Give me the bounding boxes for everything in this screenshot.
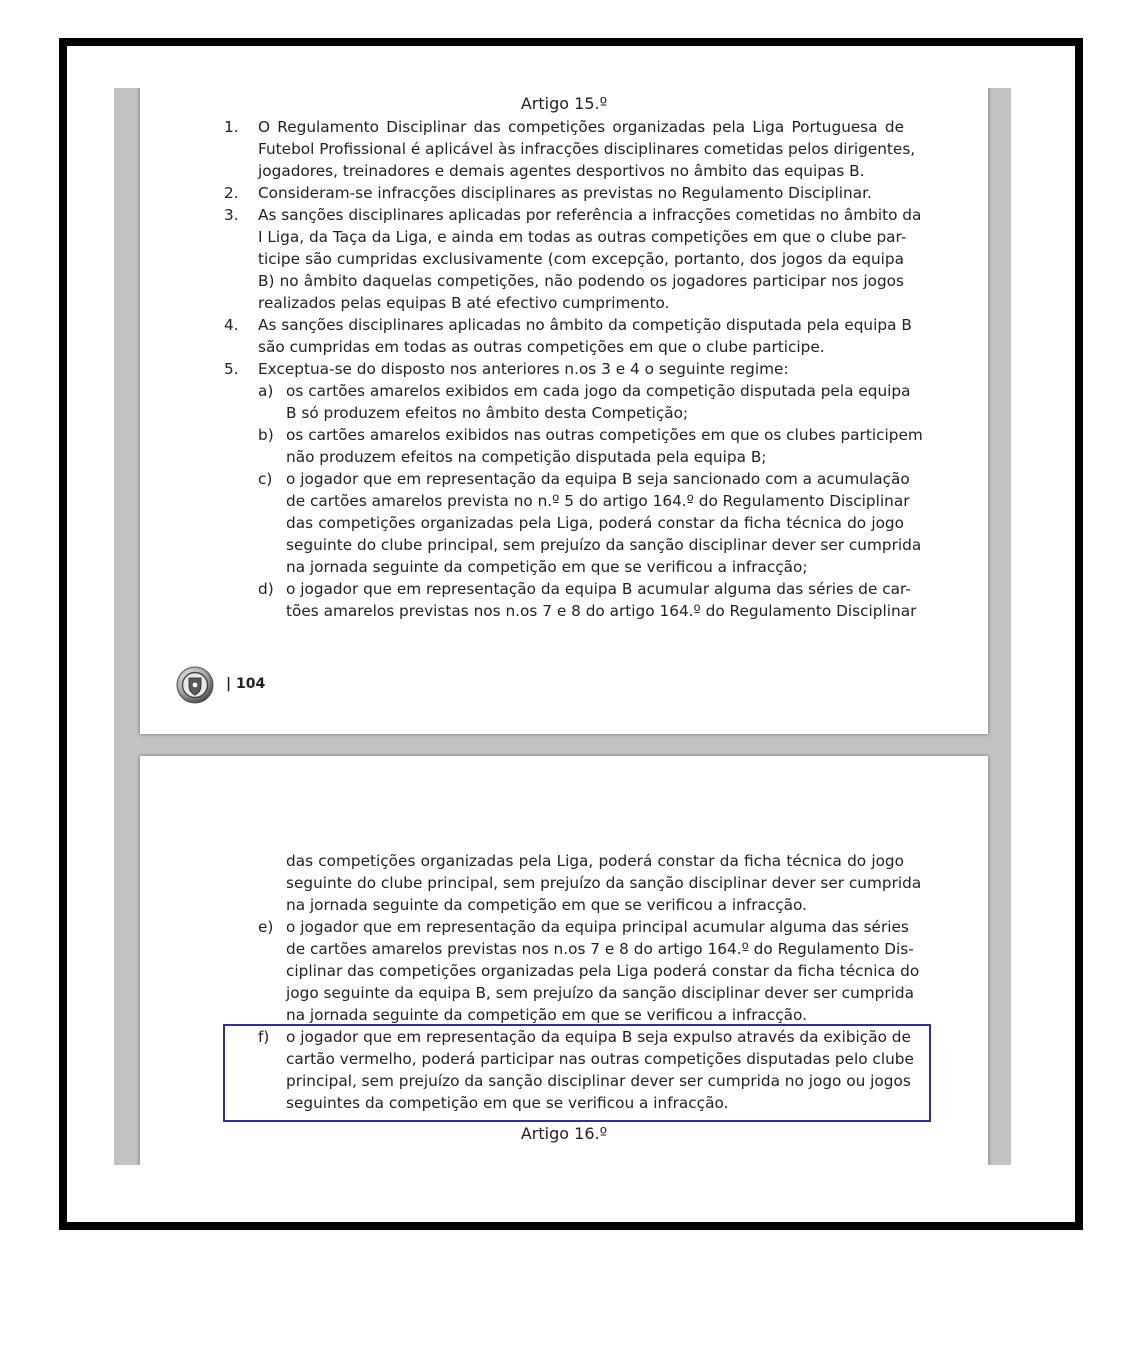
item-2-marker: 2.	[224, 184, 239, 202]
subitem-c-line: de cartões amarelos prevista no n.º 5 do artigo 164.º do Regulamento Disciplinar	[286, 492, 910, 510]
continuation-line: das competições organizadas pela Liga, poderá constar da ficha técnica do jogo	[286, 852, 904, 870]
item-3-line: As sanções disciplinares aplicadas por referência a infracções cometidas no âmbito da	[258, 206, 922, 224]
subitem-c-line: o jogador que em representação da equipa B seja sancionado com a acumulação	[286, 470, 910, 488]
article-16-title: Artigo 16.º	[520, 1124, 608, 1143]
subitem-c-line: seguinte do clube principal, sem prejuízo da sanção disciplinar dever ser cumprida	[286, 536, 922, 554]
item-3-line: I Liga, da Taça da Liga, e ainda em todas as outras competições em que o clube par-	[258, 228, 907, 246]
highlight-box-subitem-f	[223, 1024, 931, 1122]
item-1-marker: 1.	[224, 118, 239, 136]
document-viewer[interactable]	[114, 88, 1011, 1165]
continuation-line: seguinte do clube principal, sem prejuízo da sanção disciplinar dever ser cumprida	[286, 874, 922, 892]
subitem-a-line: B só produzem efeitos no âmbito desta Competição;	[286, 404, 689, 422]
subitem-f-line: cartão vermelho, poderá participar nas outras competições disputadas pelo clube	[286, 1050, 914, 1068]
item-4-line: As sanções disciplinares aplicadas no âmbito da competição disputada pela equipa B	[258, 316, 912, 334]
item-4-line: são cumpridas em todas as outras competições em que o clube participe.	[258, 338, 825, 356]
article-15-title: Artigo 15.º	[520, 94, 608, 113]
subitem-e-line: de cartões amarelos previstas nos n.os 7 e 8 do artigo 164.º do Regulamento Dis-	[286, 940, 914, 958]
subitem-f-line: seguintes da competição em que se verificou a infracção.	[286, 1094, 729, 1112]
item-3-line: realizados pelas equipas B até efectivo cumprimento.	[258, 294, 670, 312]
subitem-b-line: os cartões amarelos exibidos nas outras competições em que os clubes participem	[286, 426, 923, 444]
subitem-a-line: os cartões amarelos exibidos em cada jogo da competição disputada pela equipa	[286, 382, 911, 400]
item-5-marker: 5.	[224, 360, 239, 378]
subitem-d-marker: d)	[258, 580, 274, 598]
item-5-line: Exceptua-se do disposto nos anteriores n.os 3 e 4 o seguinte regime:	[258, 360, 789, 378]
subitem-f-line: principal, sem prejuízo da sanção disciplinar dever ser cumprida no jogo ou jogos	[286, 1072, 911, 1090]
subitem-d-line: o jogador que em representação da equipa B acumular alguma das séries de car-	[286, 580, 911, 598]
subitem-e-line: jogo seguinte da equipa B, sem prejuízo da sanção disciplinar dever ser cumprida	[286, 984, 915, 1002]
item-3-line: B) no âmbito daquelas competições, não podendo os jogadores participar nos jogos	[258, 272, 904, 290]
page-number: | 104	[226, 676, 266, 692]
item-1-line: Futebol Profissional é aplicável às infracções disciplinares cometidas pelos dirigentes,	[258, 140, 916, 158]
subitem-f-line: o jogador que em representação da equipa B seja expulso através da exibição de	[286, 1028, 911, 1046]
item-3-marker: 3.	[224, 206, 239, 224]
subitem-c-marker: c)	[258, 470, 273, 488]
subitem-d-line: tões amarelos previstas nos n.os 7 e 8 do artigo 164.º do Regulamento Disciplinar	[286, 602, 917, 620]
item-1-line: jogadores, treinadores e demais agentes desportivos no âmbito das equipas B.	[258, 162, 865, 180]
subitem-f-marker: f)	[258, 1028, 270, 1046]
subitem-e-marker: e)	[258, 918, 274, 936]
continuation-line: na jornada seguinte da competição em que se verificou a infracção.	[286, 896, 808, 914]
item-3-line: ticipe são cumpridas exclusivamente (com excepção, portanto, dos jogos da equipa	[258, 250, 904, 268]
document-page-104	[140, 88, 988, 734]
subitem-b-marker: b)	[258, 426, 274, 444]
item-1-line: O Regulamento Disciplinar das competições organizadas pela Liga Portuguesa de	[258, 118, 904, 136]
liga-logo-icon	[176, 666, 214, 704]
subitem-b-line: não produzem efeitos na competição disputada pela equipa B;	[286, 448, 767, 466]
subitem-a-marker: a)	[258, 382, 274, 400]
subitem-c-line: das competições organizadas pela Liga, poderá constar da ficha técnica do jogo	[286, 514, 904, 532]
subitem-c-line: na jornada seguinte da competição em que se verificou a infracção;	[286, 558, 808, 576]
item-2-line: Consideram-se infracções disciplinares as previstas no Regulamento Disciplinar.	[258, 184, 872, 202]
subitem-e-line: o jogador que em representação da equipa principal acumular alguma das séries	[286, 918, 909, 936]
subitem-e-line: na jornada seguinte da competição em que se verificou a infracção.	[286, 1006, 808, 1024]
subitem-e-line: ciplinar das competições organizadas pela Liga poderá constar da ficha técnica do	[286, 962, 920, 980]
item-4-marker: 4.	[224, 316, 239, 334]
